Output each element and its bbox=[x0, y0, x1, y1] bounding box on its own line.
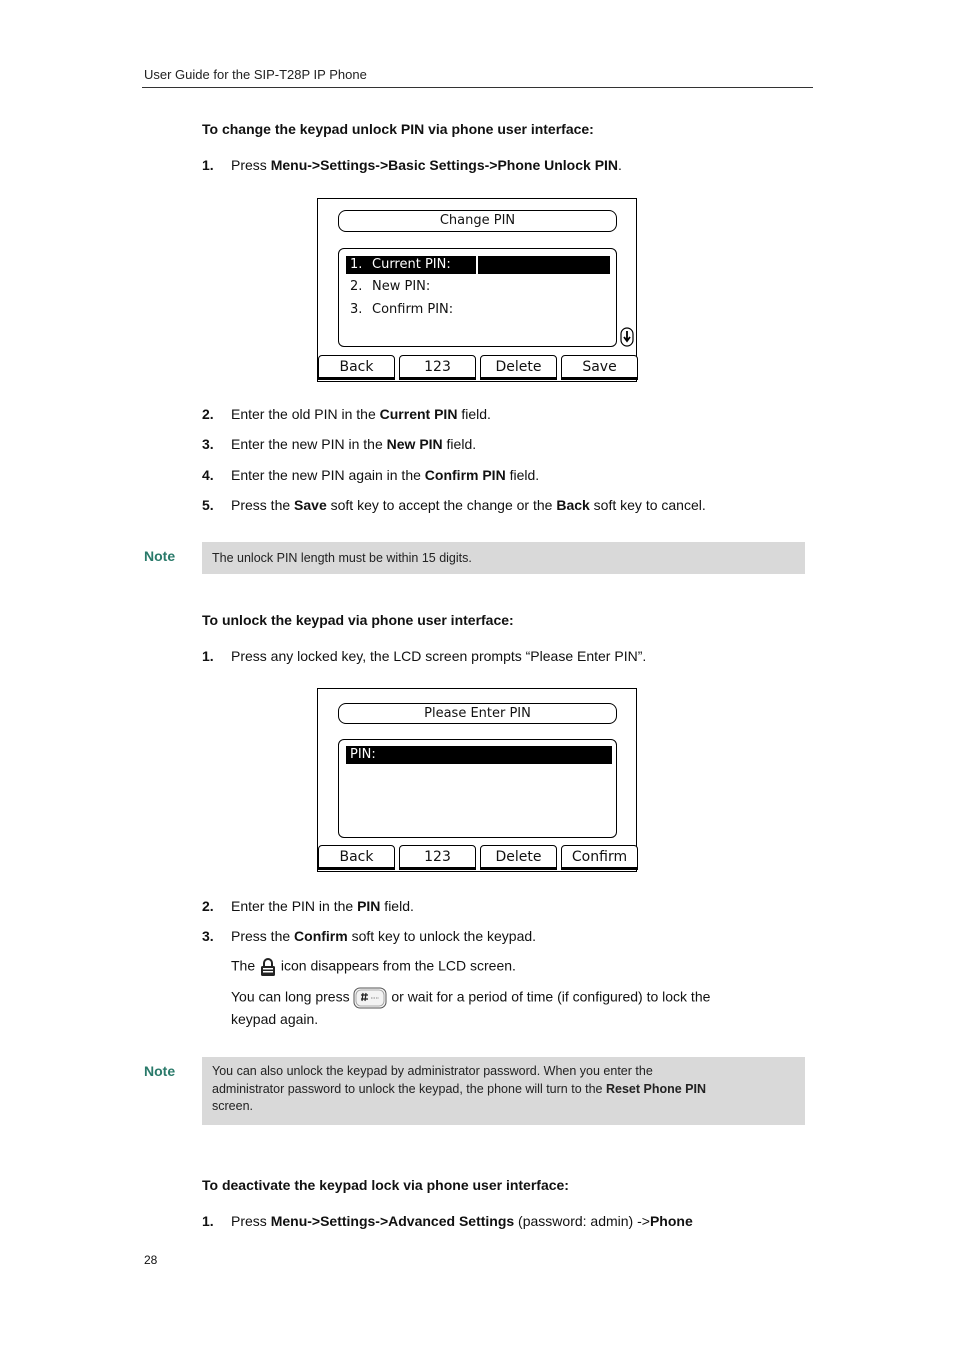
note-label: Note bbox=[144, 548, 176, 564]
note-label: Note bbox=[144, 1063, 176, 1079]
running-header: User Guide for the SIP-T28P IP Phone bbox=[144, 67, 367, 82]
step-text: field. bbox=[380, 898, 414, 914]
softkey-bar bbox=[318, 845, 636, 871]
row-number: 1. bbox=[350, 257, 363, 272]
step-text: field. bbox=[457, 406, 491, 422]
note-text: administrator password to unlock the keypad, the phone will turn to the bbox=[212, 1081, 606, 1096]
row-number: 3. bbox=[350, 302, 363, 317]
row-label: New PIN: bbox=[372, 279, 431, 294]
softkey-name: Save bbox=[294, 497, 327, 513]
note-text: screen. bbox=[212, 1099, 253, 1113]
padlock-icon bbox=[259, 957, 277, 977]
step-text: soft key to cancel. bbox=[589, 497, 706, 513]
step-text: soft key to accept the change or the bbox=[326, 497, 557, 513]
procedure-heading-unlock: To unlock the keypad via phone user interface: bbox=[202, 612, 514, 628]
note-box bbox=[202, 1057, 805, 1125]
lcd-enter-pin-screen bbox=[317, 688, 637, 872]
procedure-heading-deactivate: To deactivate the keypad lock via phone user interface: bbox=[202, 1177, 569, 1193]
step-number: 2. bbox=[202, 406, 214, 422]
lcd-row-pin[interactable]: PIN: bbox=[346, 746, 612, 764]
lcd-row-new-pin[interactable] bbox=[346, 278, 430, 296]
lcd-field-list bbox=[338, 739, 617, 838]
note-box bbox=[202, 542, 805, 574]
step-text: soft key to unlock the keypad. bbox=[347, 928, 537, 944]
para-text: The bbox=[231, 957, 260, 974]
menu-path: Menu->Settings->Basic Settings->Phone Unlock PIN bbox=[270, 157, 619, 173]
lcd-title: Change PIN bbox=[338, 210, 617, 232]
lcd-change-pin-screen bbox=[317, 198, 637, 382]
page-number: 28 bbox=[144, 1253, 158, 1267]
step-number: 5. bbox=[202, 497, 214, 513]
step-number: 2. bbox=[202, 898, 214, 914]
step-text: Enter the PIN in the bbox=[231, 898, 358, 914]
softkey-123[interactable]: 123 bbox=[399, 355, 476, 380]
para-text: You can long press bbox=[231, 988, 354, 1005]
header-rule bbox=[142, 87, 813, 88]
step-text: Press any locked key, the LCD screen prompts “Please Enter PIN”. bbox=[231, 648, 647, 664]
step-text: field. bbox=[505, 467, 540, 483]
step-number: 1. bbox=[202, 1213, 214, 1229]
step-text: (password: admin) -> bbox=[514, 1213, 650, 1229]
softkey-confirm[interactable]: Confirm bbox=[561, 845, 638, 870]
step-number: 1. bbox=[202, 648, 214, 664]
field-name: Current PIN bbox=[379, 406, 458, 422]
step-text: field. bbox=[442, 436, 477, 452]
row-number: 2. bbox=[350, 279, 363, 294]
softkey-name: Confirm bbox=[294, 928, 348, 944]
note-text-line2 bbox=[212, 1081, 795, 1099]
softkey-123[interactable]: 123 bbox=[399, 845, 476, 870]
step-number: 3. bbox=[202, 928, 214, 944]
para-text: or wait for a period of time (if configured) to lock the bbox=[391, 988, 711, 1005]
field-name: Confirm PIN bbox=[424, 467, 506, 483]
softkey-bar bbox=[318, 355, 636, 381]
row-label: Current PIN: bbox=[372, 257, 451, 272]
row-label: Confirm PIN: bbox=[372, 302, 454, 317]
field-name: New PIN bbox=[386, 436, 443, 452]
screen-name: Reset Phone PIN bbox=[605, 1081, 707, 1096]
softkey-delete[interactable]: Delete bbox=[480, 355, 557, 380]
note-text: The unlock PIN length must be within 15 digits. bbox=[212, 551, 472, 565]
menu-path: Phone bbox=[649, 1213, 693, 1229]
step-text: Enter the old PIN in the bbox=[231, 406, 380, 422]
step-text: Press the bbox=[231, 497, 295, 513]
softkey-save[interactable]: Save bbox=[561, 355, 638, 380]
lcd-row-confirm-pin[interactable] bbox=[346, 301, 453, 319]
lock-icon-paragraph bbox=[231, 957, 516, 977]
para-text: icon disappears from the LCD screen. bbox=[280, 957, 516, 974]
note-text: You can also unlock the keypad by administrator password. When you enter the bbox=[212, 1064, 653, 1078]
softkey-back[interactable]: Back bbox=[318, 845, 395, 870]
menu-path: Menu->Settings->Advanced Settings bbox=[270, 1213, 515, 1229]
step-text: Press the bbox=[231, 928, 295, 944]
step-number: 4. bbox=[202, 467, 214, 483]
step-text: Enter the new PIN in the bbox=[231, 436, 387, 452]
lcd-field-list bbox=[338, 248, 617, 347]
field-name: PIN bbox=[357, 898, 381, 914]
input-cursor-divider bbox=[476, 256, 478, 274]
step-number: 1. bbox=[202, 157, 214, 173]
scroll-down-icon bbox=[620, 327, 634, 347]
lcd-row-current-pin[interactable] bbox=[346, 256, 610, 274]
softkey-delete[interactable]: Delete bbox=[480, 845, 557, 870]
step-text: Press bbox=[231, 157, 271, 173]
softkey-name: Back bbox=[556, 497, 590, 513]
lcd-title: Please Enter PIN bbox=[338, 703, 617, 724]
step-text: . bbox=[618, 157, 622, 173]
relock-paragraph-line2: keypad again. bbox=[231, 1011, 319, 1027]
softkey-back[interactable]: Back bbox=[318, 355, 395, 380]
step-number: 3. bbox=[202, 436, 214, 452]
relock-paragraph bbox=[231, 987, 710, 1009]
procedure-heading-change-pin: To change the keypad unlock PIN via phone user interface: bbox=[202, 121, 594, 137]
step-text: Enter the new PIN again in the bbox=[231, 467, 425, 483]
pound-send-key-icon bbox=[353, 987, 387, 1009]
step-text: Press bbox=[231, 1213, 271, 1229]
